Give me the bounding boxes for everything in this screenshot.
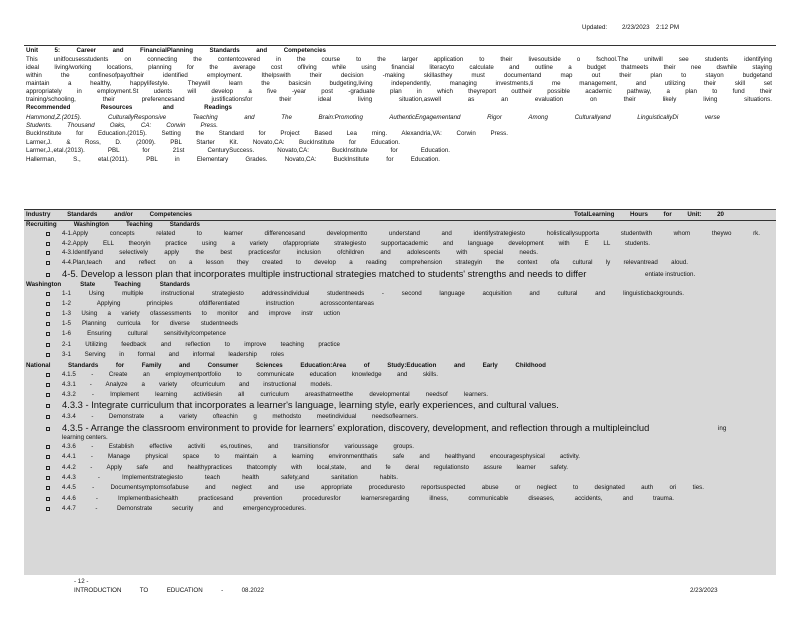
list-item: 1-2 Applying principles ofdifferentiated instruction acrosscontentareas [62,300,374,307]
unit-title: Unit 5: Career and FinancialPlanning Standards and Competencies [26,47,326,54]
bullet [46,322,50,326]
bullet [46,232,50,236]
list-item-continuation: learning centers. [62,434,108,441]
list-item: 4.1.5 - Create an employmentportfolio to communicate education knowledge and skills. [62,371,438,378]
list-item: 4.3.5 - Arrange the classroom environment to provide for learners' exploration, discovery, development, and reflection through a multipleinclud [62,422,650,433]
list-item: 1-1 Using multiple instructional strategiesto addressindividual studentneeds - second language acquisition and cultural and linguisticbackgrounds. [62,290,684,297]
citation: Larmer,J. & Ross, D. (2009). PBL Starter Kit. Novato,CA: BuckInstitute for Education. [26,139,400,146]
list-item: 4.4.6 - Implementbasichealth practicesand prevention proceduresfor learnersregarding illness, communicable diseases, accidents, and trauma. [62,495,674,502]
list-item: 4.3.2 - Implement learning activitiesin all curriculum areasthatmeetthe developmental needsof learners. [62,391,488,398]
bullet [46,383,50,387]
list-item: 4-1.Apply concepts related to learner differencesand developmentto understand and identifystrategiesto holisticallysupporta studentwith whom theywo rk. [62,230,760,237]
list-item: 4.4.2 - Apply safe and healthypractices thatcomply with local,state, and fe deral regulationsto assure learner safety. [62,464,568,471]
bullet [46,373,50,377]
list-item: 1-6 Ensuring cultural sensitivity/competence [62,330,226,337]
bullet [46,486,50,490]
bullet [46,455,50,459]
citation: Hammond,Z.(2015). CulturallyResponsive Teaching and The Brain:Promoting AuthenticEngagementand Rigor Among Culturallyand LinguisticallyDi verse [26,114,720,121]
document-page: Updated: 2/23/2023 2:12 PM Unit 5: Career and FinancialPlanning Standards and Competencies This unitfocusesstudents on connecting the contentcovered in the course to the larger application to their livesoutside o fschool.The unitwill see students identifying ideal living/working locations, planning for the average cost ofliving while using financial literacyto calculate and outline a budget thatmeets their nee dswhile staying within the confinesofpayoftheir identified employment. Ithelpswith their decision -making skillasthey must documentand map out their plan to stayon budgetand maintain a healthy, happylifestyle. Theywill learn the basicsin budgeting,living independently, managing investments,ti me management, and utilizing their skill set appropriately in employment.St udents will develop a five -year post -graduate plan in which theyreport outtheir possible academic pathway, a plan to fund their training/schooling, their preferencesand justificationsfor their ideal living situation,aswell as an evaluation on their likely living situations. Recommended Resources and Readings Hammond,Z.(2015). CulturallyResponsive Teaching and The Brain:Promoting AuthenticEngagementand Rigor Among Culturallyand LinguisticallyDi verse Students. Thousand Oaks, CA: Corwin Press. BuckInstitute for Education.(2015). Setting the Standard for Project Based Lea rning. Alexandria,VA: Corwin Press. Larmer,J. & Ross, D. (2009). PBL Starter Kit. Novato,CA: BuckInstitute for Education. Larmer,J.,etal.(2013). PBL for 21st CenturySuccess. Novato,CA: BuckInstitute for Education. Hallerman, S., etal.(2011). PBL in Elementary Grades. Novato,CA: BuckInstitute for Education. Industry Standards and/or Competencies TotalLearning Hours for Unit: 20 Recruiting Washington Teaching Standards 4-1.Apply concepts related to learner differencesand developmentto understand and identifystrategiesto holisticallysupporta studentwith whom theywo rk. 4-2.Apply ELL theoryin practice using a variety ofappropriate strategiesto supportacademic and language development with E LL students. 4-3.Identifyand selectively apply the best practicesfor inclusion ofchildren and adolescents with special needs. 4-4.Plan,teach and reflect on a lesson they created to develop a reading comprehension strategyin the context ofa cultural ly relevantread aloud. 4-5. Develop a lesson plan that incorporates multiple instructional strategies matched to students' strengths and needs to differ entiate instruction. Washington State Teaching Standards 1-1 Using multiple instructional strategiesto addressindividual studentneeds - second language acquisition and cultural and linguisticbackgrounds. 1-2 Applying principles ofdifferentiated instruction acrosscontentareas 1-3 Using a variety ofassessments to monitor and improve instr uction 1-5 Planning curricula for diverse studentneeds 1-6 Ensuring cultural sensitivity/competence 2-1 Utilizing feedback and reflection to improve teaching practice 3-1 Serving in formal and informal leadership roles National Standards for Family and Consumer Sciences Education:Area of Study:Education and Early Childhood 4.1.5 - Create an employmentportfolio to communicate education knowledge and skills. 4.3.1 - Analyze a variety ofcurriculum and instructional models. 4.3.2 - Implement learning activitiesin all curriculum areasthatmeetthe developmental needsof learners. 4.3.3 - Integrate curriculum that incorporates a learner's language, learning style, early experiences, and cultural values. 4.3.4 - Demonstrate a variety ofteachin g methodsto meetindividual needsoflearners. 4.3.5 - Arrange the classroom environment to provide for learners' exploration, discovery, development, and reflection through a multipleinclud ing learning centers. 4.3.6 - Establish effective activiti es,routines, and transitionsfor varioussage groups. 4.4.1 - Manage physical space to maintain a learning environmentthatis safe and healthyand encouragesphysical activity. 4.4.2 - Apply safe and healthypractices thatcomply with local,state, and fe deral regulationsto assure learner safety. 4.4.3 - Implementstrategiesto teach health safety,and sanitation habits. 4.4.5 - Documentsymptomsofabuse and neglect and use appropriate proceduresto reportsuspected abuse or neglect to designated auth ori ties. 4.4.6 - Implementbasichealth practicesand prevention proceduresfor learnersregarding illness, communicable diseases, accidents, and trauma. 4.4.7 - Demonstrate security and emergencyprocedures. - 12 - INTRODUCTION TO EDUCATION - 08.2022 2/23/2023 [0,0,800,618]
list-item: 3-1 Serving in formal and informal leadership roles [62,351,284,358]
list-item: 4.4.1 - Manage physical space to maintain a learning environmentthatis safe and healthyand encouragesphysical activity. [62,453,580,460]
citation: Students. Thousand Oaks, CA: Corwin Press. [26,122,218,129]
list-item: 4.3.1 - Analyze a variety ofcurriculum and instructional models. [62,381,332,388]
list-item: 4-4.Plan,teach and reflect on a lesson they created to develop a reading comprehension strategyin the context ofa cultural ly relevantread aloud. [62,259,688,266]
list-item: 4-2.Apply ELL theoryin practice using a variety ofappropriate strategiesto supportacademic and language development with E LL students. [62,240,650,247]
bullet [46,393,50,397]
list-item: 1-5 Planning curricula for diverse studentneeds [62,320,238,327]
list-item: 4-3.Identifyand selectively apply the best practicesfor inclusion ofchildren and adolescents with special needs. [62,249,538,256]
bullet [46,251,50,255]
bullet [46,332,50,336]
updated-label: Updated: [582,24,608,31]
list-item: 4-5. Develop a lesson plan that incorporates multiple instructional strategies matched to students' strengths and needs to differ [62,268,587,279]
total-hours: TotalLearning Hours for Unit: 20 [574,211,724,218]
list-item: 4.3.6 - Establish effective activiti es,routines, and transitionsfor varioussage groups. [62,443,414,450]
list-item-tail: ing [718,425,727,432]
bullet [46,476,50,480]
washington-heading: Washington State Teaching Standards [26,281,190,288]
bullet [46,261,50,265]
list-item: 2-1 Utilizing feedback and reflection to improve teaching practice [62,341,340,348]
bullet [46,497,50,501]
list-item: 1-3 Using a variety ofassessments to monitor and improve instr uction [62,310,340,317]
top-rule [24,45,776,46]
resources-heading: Recommended Resources and Readings [26,104,232,111]
footer-course: INTRODUCTION TO EDUCATION - 08.2022 [74,587,264,594]
list-item: 4.3.3 - Integrate curriculum that incorporates a learner's language, learning style, early experiences, and cultural values. [62,399,559,410]
bullet [46,273,50,277]
bullet [46,507,50,511]
bullet [46,427,50,431]
citation: Hallerman, S., etal.(2011). PBL in Elementary Grades. Novato,CA: BuckInstitute for Education. [26,156,440,163]
national-heading: National Standards for Family and Consumer Sciences Education:Area of Study:Education and Early Childhood [26,362,546,369]
industry-rule [24,209,776,210]
citation: Larmer,J.,etal.(2013). PBL for 21st CenturySuccess. Novato,CA: BuckInstitute for Education. [26,147,450,154]
list-item-tail: entiate instruction. [645,271,696,278]
bullet [46,302,50,306]
footer-date: 2/23/2023 [690,587,718,594]
bullet [46,404,50,408]
bullet [46,343,50,347]
page-number: - 12 - [74,578,89,585]
list-item: 4.3.4 - Demonstrate a variety ofteachin g methodsto meetindividual needsoflearners. [62,413,418,420]
bullet [46,445,50,449]
recruiting-heading: Recruiting Washington Teaching Standards [26,221,200,228]
list-item: 4.4.5 - Documentsymptomsofabuse and neglect and use appropriate proceduresto reportsuspected abuse or neglect to designated auth ori ties. [62,484,704,491]
list-item: 4.4.3 - Implementstrategiesto teach health safety,and sanitation habits. [62,474,398,481]
updated-time: 2:12 PM [656,24,680,31]
updated-date: 2/23/2023 [622,24,650,31]
bullet [46,466,50,470]
bullet [46,353,50,357]
bullet [46,312,50,316]
bullet [46,415,50,419]
bullet [46,292,50,296]
citation: BuckInstitute for Education.(2015). Setting the Standard for Project Based Lea rning. Alexandria,VA: Corwin Press. [26,130,508,137]
bullet [46,242,50,246]
list-item: 4.4.7 - Demonstrate security and emergencyprocedures. [62,505,306,512]
industry-heading: Industry Standards and/or Competencies [26,211,192,218]
